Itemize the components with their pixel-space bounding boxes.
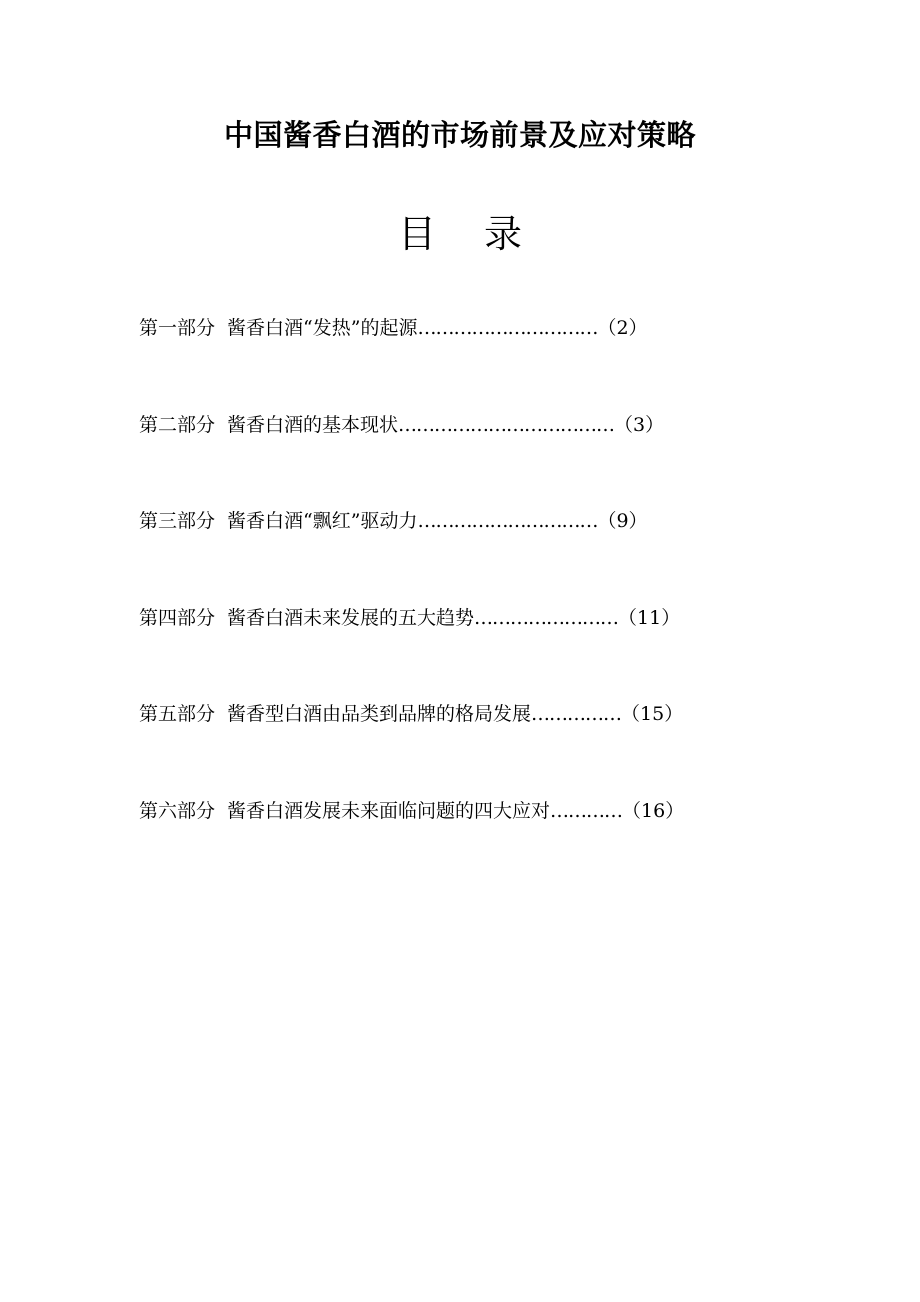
toc-heading-char-1: 目 <box>397 212 436 256</box>
toc-leader-dots: ……………………………… <box>398 413 615 436</box>
toc-entry-title: 酱香白酒的基本现状 <box>227 413 399 436</box>
document-title: 中国酱香白酒的市场前景及应对策略 <box>223 118 696 152</box>
toc-entry-title: 酱香白酒“飘红”驱动力 <box>227 510 418 532</box>
toc-part-label: 第一部分 <box>139 317 216 339</box>
toc-part-label: 第四部分 <box>139 606 216 629</box>
toc-entry[interactable] <box>139 598 759 695</box>
toc-part-label: 第二部分 <box>139 413 216 436</box>
toc-entry[interactable] <box>139 694 759 791</box>
toc-part-label: 第六部分 <box>139 799 216 822</box>
toc-leader-dots: ………………………… <box>417 317 598 339</box>
toc-entry-title: 酱香白酒发展未来面临问题的四大应对 <box>227 799 551 822</box>
toc-entry[interactable] <box>139 308 759 405</box>
toc-leader-dots: ………………………… <box>417 510 598 532</box>
toc-entry[interactable] <box>139 405 759 502</box>
toc-page-number: （15） <box>621 703 684 725</box>
toc-page-number: （2） <box>597 317 648 339</box>
toc-leader-dots: …………… <box>531 703 622 725</box>
toc-page-number: （11） <box>618 606 681 629</box>
toc-entry[interactable] <box>139 791 759 888</box>
toc-list <box>139 308 759 887</box>
toc-part-label: 第三部分 <box>139 510 216 532</box>
toc-heading <box>0 206 920 262</box>
toc-entry[interactable] <box>139 501 759 598</box>
toc-leader-dots: …………………… <box>474 606 619 629</box>
toc-entry-title: 酱香白酒未来发展的五大趋势 <box>227 606 475 629</box>
toc-page-number: （9） <box>597 510 648 532</box>
toc-page-number: （16） <box>622 799 685 822</box>
toc-entry-title: 酱香型白酒由品类到品牌的格局发展 <box>227 703 532 725</box>
toc-entry-title: 酱香白酒“发热”的起源 <box>227 317 418 339</box>
toc-page-number: （3） <box>614 413 665 436</box>
toc-heading-char-2: 录 <box>484 212 523 256</box>
toc-part-label: 第五部分 <box>139 703 216 725</box>
toc-leader-dots: ………… <box>550 799 623 822</box>
